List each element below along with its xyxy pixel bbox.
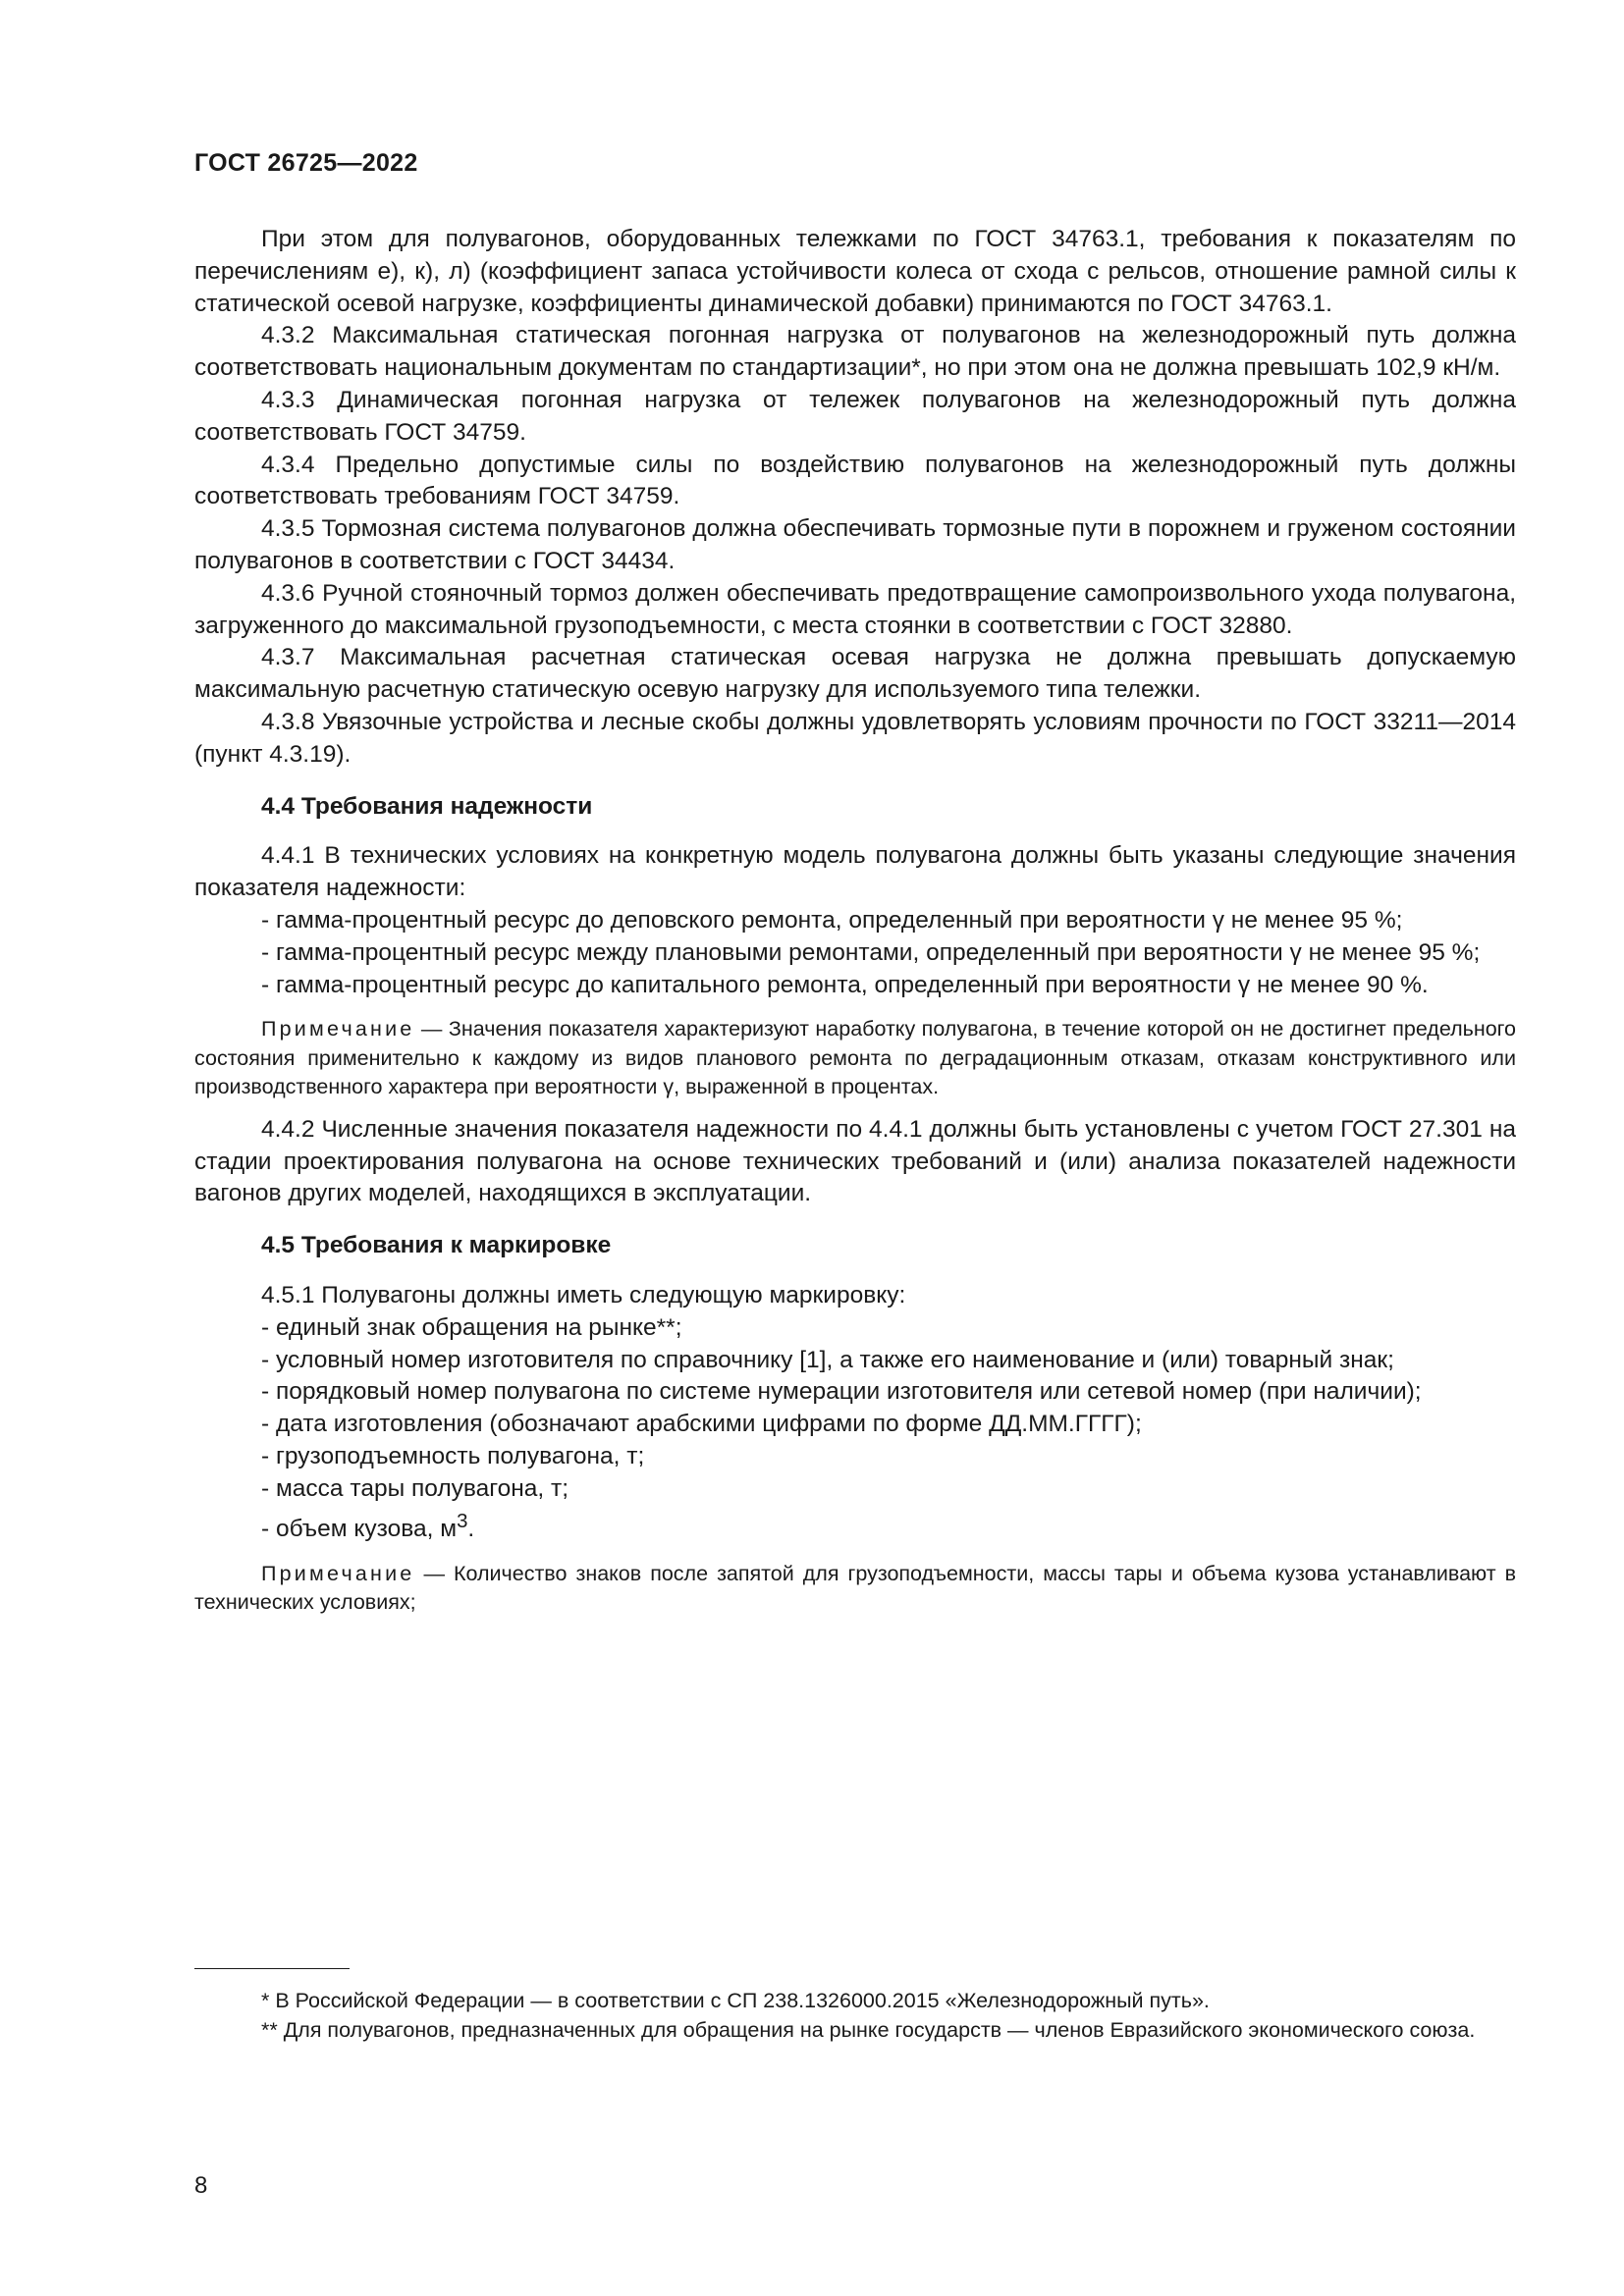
list-item [194,1506,1516,1546]
main-text [194,224,1516,1629]
footnote: * В Российской Федерации — в соответствии с СП 238.1326000.2015 «Железнодорожный путь». [261,1989,1210,2012]
footnote: ** Для полувагонов, предназначенных для обращения на рынке государств — членов Евразийского экономического союза. [261,2017,1476,2042]
section-heading-4-5: 4.5 Требования к маркировке [261,1232,612,1259]
clause-4-3-3: 4.3.3 Динамическая погонная нагрузка от тележек полувагонов на железнодорожный путь должна соответствовать ГОСТ 34759. [194,386,1516,446]
list-item-end: . [467,1515,475,1542]
list-item: - порядковый номер полувагона по системе нумерации изготовителя или сетевой номер (при наличии); [261,1378,1422,1406]
note-label: Примечание [261,1017,415,1041]
note-label: Примечание [261,1561,415,1585]
list-item: - условный номер изготовителя по справочнику [1], а также его наименование и (или) товарный знак; [261,1346,1394,1373]
clause-4-5-1: 4.5.1 Полувагоны должны иметь следующую маркировку: [261,1282,906,1309]
list-item: - единый знак обращения на рынке**; [261,1313,682,1341]
page-number: 8 [194,2172,208,2199]
note [194,1560,1516,1618]
footnote-separator [194,1968,350,1969]
note [194,1015,1516,1102]
footnotes [194,1968,1516,2045]
clause-4-3-8: 4.3.8 Увязочные устройства и лесные скобы должны удовлетворять условиям прочности по ГОСТ 33211—2014 (пункт 4.3.19). [194,708,1516,768]
paragraph: При этом для полувагонов, оборудованных тележками по ГОСТ 34763.1, требования к показателям по перечислениям е), к), л) (коэффициент запаса устойчивости колеса от схода с рельсов, отношение рамной силы к статической осевой нагрузке, коэффициенты динамической добавки) принимаются по ГОСТ 34763.1. [194,226,1516,317]
list-item: - дата изготовления (обозначают арабскими цифрами по форме ДД.ММ.ГГГГ); [261,1411,1142,1438]
list-item: - гамма-процентный ресурс до капитального ремонта, определенный при вероятности γ не менее 90 %. [261,971,1429,998]
clause-4-3-5: 4.3.5 Тормозная система полувагонов должна обеспечивать тормозные пути в порожнем и груженом состоянии полувагонов в соответствии с ГОСТ 34434. [194,515,1516,574]
clause-4-3-7: 4.3.7 Максимальная расчетная статическая осевая нагрузка не должна превышать допускаемую максимальную расчетную статическую осевую нагрузку для используемого типа тележки. [194,644,1516,704]
superscript: 3 [457,1510,468,1532]
clause-4-3-4: 4.3.4 Предельно допустимые силы по воздействию полувагонов на железнодорожный путь должны соответствовать требованиям ГОСТ 34759. [194,451,1516,510]
list-item: - грузоподъемность полувагона, т; [261,1443,645,1469]
document-header: ГОСТ 26725—2022 [194,149,418,177]
clause-4-3-2: 4.3.2 Максимальная статическая погонная нагрузка от полувагонов на железнодорожный путь должна соответствовать национальным документам по стандартизации*, но при этом она не должна превышать 102,9 кН/м. [194,322,1516,382]
list-item: - гамма-процентный ресурс до деповского ремонта, определенный при вероятности γ не менее 95 %; [261,906,1403,934]
clause-4-4-2: 4.4.2 Численные значения показателя надежности по 4.4.1 должны быть установлены с учетом ГОСТ 27.301 на стадии проектирования полувагона на основе технических требований и (или) анализа показателей надежности вагонов других моделей, находящихся в эксплуатации. [194,1115,1516,1207]
list-item: - гамма-процентный ресурс между плановыми ремонтами, определенный при вероятности γ не менее 95 %; [261,938,1481,966]
clause-4-3-6: 4.3.6 Ручной стояночный тормоз должен обеспечивать предотвращение самопроизвольного ухода полувагона, загруженного до максимальной грузоподъемности, с места стоянки в соответствии с ГОСТ 32880. [194,579,1516,639]
list-item-text: - объем кузова, м [261,1515,458,1542]
note-text: — Значения показателя характеризуют наработку полувагона, в течение которой он не достигнет предельного состояния применительно к каждому из видов планового ремонта по деградационным отказам, отказам конструктивного или производственного характера при вероятности γ, выраженной в процентах. [194,1017,1516,1099]
list-item: - масса тары полувагона, т; [261,1474,569,1502]
note-text: — Количество знаков после запятой для грузоподъемности, массы тары и объема кузова устанавливают в технических условиях; [194,1561,1516,1615]
clause-4-4-1: 4.4.1 В технических условиях на конкретную модель полувагона должны быть указаны следующие значения показателя надежности: [194,842,1516,902]
section-heading-4-4: 4.4 Требования надежности [261,792,593,820]
